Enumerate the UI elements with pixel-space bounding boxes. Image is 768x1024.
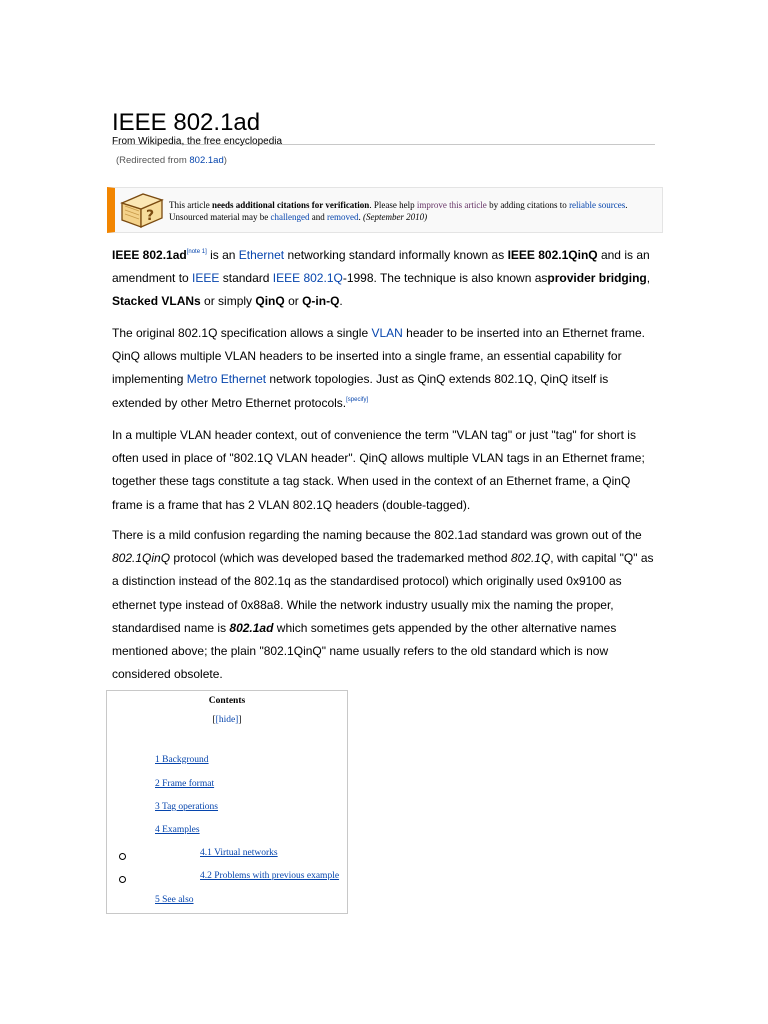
- toc-title: Contents: [208, 696, 246, 706]
- text-run: protocol (which was developed based the trademarked method: [170, 551, 511, 566]
- vlan-paragraph: [112, 322, 660, 415]
- text-run: , with capital "Q" as a distinction instead of the 802.1q as the standardised protocol) which originally used 0x9100 as ethernet type instead of 0x88a8. While the network industry usually mix the naming the proper, standardised name is: [112, 551, 654, 635]
- text-run: or: [284, 294, 303, 309]
- bold-term-provider-bridging: provider bridging: [547, 271, 647, 286]
- notice-bold: needs additional citations for verification: [211, 200, 370, 210]
- ieee-802-1q-link[interactable]: IEEE 802.1Q: [272, 271, 343, 286]
- toc-item-examples[interactable]: [155, 825, 200, 835]
- toc-item-background[interactable]: [155, 755, 209, 765]
- redirect-prefix: (Redirected from: [116, 155, 190, 166]
- improve-article-link[interactable]: improve this article: [416, 200, 487, 210]
- vlan-link[interactable]: VLAN: [371, 326, 403, 340]
- ethernet-link[interactable]: Ethernet: [238, 248, 285, 262]
- text-run: ,: [646, 271, 651, 286]
- book-question-icon: [119, 191, 165, 234]
- text-run: which sometimes gets appended by the other alternative names mentioned above; the plain "802.1QinQ" name usually refers to the old standard which is now considered obsolete.: [112, 620, 617, 682]
- toc-hide-toggle[interactable]: [[hide]]: [212, 715, 242, 725]
- tagline: From Wikipedia, the free encyclopedia: [112, 136, 283, 147]
- notice-text-5: and: [309, 212, 327, 222]
- text-run: network topologies. Just as QinQ extends 802.1Q, QinQ itself is extended by other Metro Ethernet protocols.: [112, 372, 609, 410]
- bold-term-ieee-802-1ad: IEEE 802.1ad: [112, 248, 187, 262]
- notice-date: (September 2010): [360, 212, 428, 222]
- toc-link-background[interactable]: 1 Background: [155, 755, 209, 765]
- text-run: and is an amendment to: [112, 248, 650, 286]
- toc-link-frame-format[interactable]: 2 Frame format: [155, 779, 215, 789]
- text-run: or simply: [200, 294, 256, 309]
- text-run: header to be inserted into an Ethernet frame. QinQ allows multiple VLAN headers to be inserted into a single frame, an essential capability for implementing: [112, 326, 645, 387]
- bold-term-q-in-q: Q-in-Q: [302, 294, 340, 309]
- notice-text-2: . Please help: [369, 200, 417, 210]
- bold-term-stacked-vlans: Stacked VLANs: [112, 294, 201, 309]
- notice-text-6: .: [358, 212, 361, 222]
- ieee-link[interactable]: IEEE: [192, 271, 220, 286]
- bold-term-qinq: QinQ: [255, 294, 285, 309]
- specify-link[interactable]: [specify]: [346, 396, 369, 403]
- bold-italic-term-802-1ad: 802.1ad: [229, 620, 274, 635]
- redirect-link[interactable]: 802.1ad: [189, 155, 224, 166]
- reliable-sources-link[interactable]: reliable sources: [569, 200, 626, 210]
- bullet-icon: [119, 853, 126, 860]
- notice-text-3: by adding citations to: [486, 200, 570, 210]
- redirect-suffix: ): [223, 155, 227, 166]
- toc-link-tag-operations[interactable]: 3 Tag operations: [155, 802, 219, 812]
- page-title: IEEE 802.1ad: [112, 108, 655, 145]
- removed-link[interactable]: removed: [326, 212, 359, 222]
- text-run: The original 802.1Q specification allows a single: [112, 326, 372, 340]
- italic-term-802-1q: 802.1Q: [510, 551, 551, 566]
- intro-paragraph: [112, 244, 660, 314]
- text-run: -1998. The technique is also known as: [342, 271, 548, 286]
- bullet-icon: [119, 876, 126, 883]
- text-run: standard: [219, 271, 273, 286]
- toc-link-virtual-networks[interactable]: 4.1 Virtual networks: [200, 848, 278, 858]
- toc-link-see-also[interactable]: 5 See also: [155, 895, 194, 905]
- citation-needed-notice: [107, 187, 663, 233]
- table-of-contents: [106, 690, 348, 914]
- svg-text:?: ?: [146, 208, 155, 224]
- bold-term-qinq-standard: IEEE 802.1QinQ: [507, 248, 598, 262]
- tag-stack-paragraph: In a multiple VLAN header context, out of convenience the term "VLAN tag" or just "tag" for short is often used in place of "802.1Q VLAN header". QinQ allows multiple VLAN tags in an Ethernet frame; together these tags constitute a tag stack. When used in the context of an Ethernet frame, a QinQ frame is a frame that has 2 VLAN 802.1Q headers (double-tagged).: [112, 428, 645, 512]
- challenged-link[interactable]: challenged: [270, 212, 310, 222]
- toc-item-virtual-networks[interactable]: [200, 848, 278, 858]
- notice-text-4: . Unsourced material may be: [169, 200, 628, 222]
- notice-text: [169, 199, 659, 223]
- toc-item-frame-format[interactable]: [155, 779, 214, 789]
- italic-term-802-1qinq: 802.1QinQ: [112, 551, 171, 566]
- redirect-notice: [116, 155, 227, 166]
- text-run: There is a mild confusion regarding the naming because the 802.1ad standard was grown out of the: [112, 528, 642, 542]
- text-run: is an: [206, 248, 239, 262]
- toc-item-see-also[interactable]: [155, 895, 194, 905]
- toc-link-problems-example[interactable]: 4.2 Problems with previous example: [200, 871, 340, 881]
- toc-link-examples[interactable]: 4 Examples: [155, 825, 200, 835]
- text-run: networking standard informally known as: [284, 248, 508, 262]
- note-1-link[interactable]: [note 1]: [186, 249, 207, 255]
- naming-paragraph: [112, 524, 660, 686]
- toc-hide-link[interactable]: [hide]: [215, 715, 239, 725]
- notice-text-1: This article: [169, 200, 212, 210]
- text-run: .: [339, 294, 343, 309]
- metro-ethernet-link[interactable]: Metro Ethernet: [186, 372, 267, 387]
- toc-item-problems-example[interactable]: [200, 871, 339, 881]
- toc-item-tag-operations[interactable]: [155, 802, 218, 812]
